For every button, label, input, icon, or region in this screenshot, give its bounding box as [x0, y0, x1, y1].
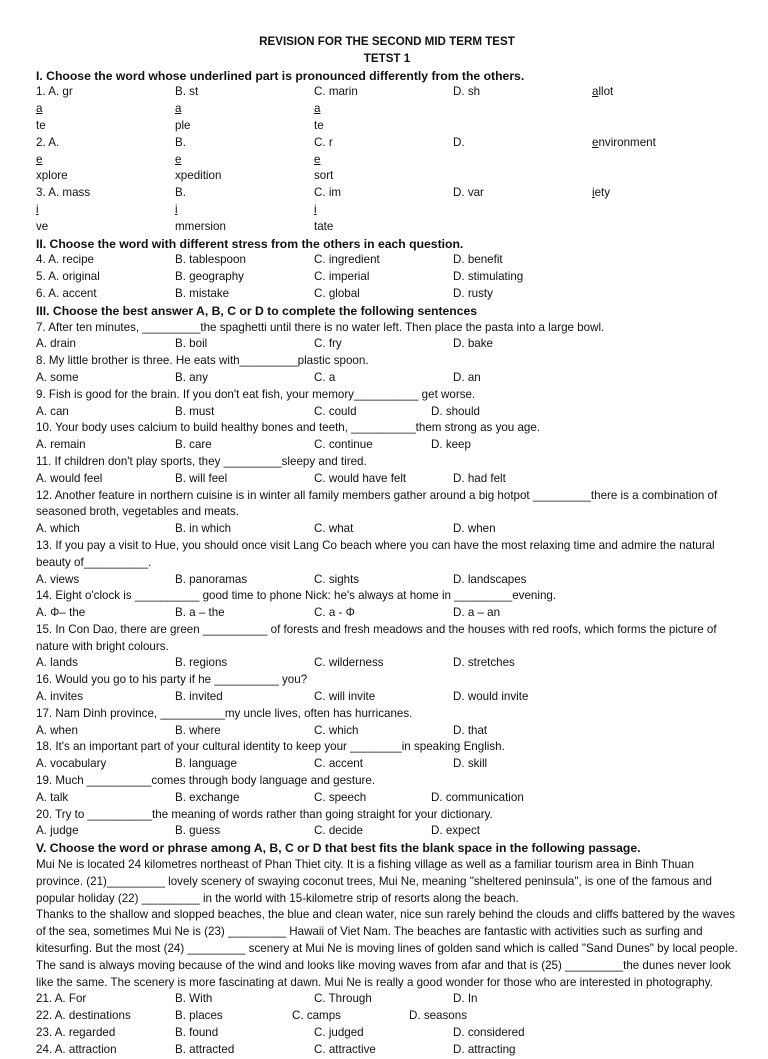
option-19a: A. talk [36, 790, 69, 804]
option-23d: D. considered [453, 1026, 525, 1040]
option-8d: D. an [453, 370, 481, 384]
option-6d: D. rusty [453, 286, 493, 300]
question-17: 17. Nam Dinh province, __________my uncle lives, often has hurricanes. [36, 706, 413, 720]
option-22c: C. camps [292, 1009, 341, 1023]
option-18c: C. accent [314, 757, 363, 771]
option-7d: D. bake [453, 337, 493, 351]
option-11a: A. would feel [36, 471, 103, 485]
options-9 [36, 404, 738, 421]
passage-paragraph-2: Thanks to the shallow and slopped beaches, the blue and clean water, nice sun rarely behind the clouds and cliffs battered by the waves of the sea, sometimes Mui Ne is (23) _________ Hawaii of Viet Nam. The beaches are fantastic with activities such as surfing and kitesurfing. But the most (24) _________ scenery at Mui Ne is moving lines of golden sand which is called "Sand Dunes" by local people. The sand is always moving because of the wind and looks like moving waves from afar and that is (25) _________the dunes never look like the same. The scenery is more fascinating at dawn. Mui Ne is really a good wonder for those who are interested in photography. [36, 908, 738, 989]
option-11d: D. had felt [453, 471, 506, 485]
options-19 [36, 790, 738, 807]
option-13c: C. sights [314, 572, 360, 586]
question-14: 14. Eight o'clock is __________ good time to phone Nick: he's always at home in _________evening. [36, 589, 557, 603]
option-2a: 2. A.explore [36, 135, 68, 183]
option-12a: A. which [36, 522, 80, 536]
option-18b: B. language [175, 757, 237, 771]
option-16d: D. would invite [453, 690, 529, 704]
option-6b: B. mistake [175, 286, 230, 300]
option-19c: C. speech [314, 790, 367, 804]
option-10d: D. keep [431, 438, 471, 452]
passage-paragraph-1: Mui Ne is located 24 kilometres northeast of Phan Thiet city. It is a fishing village as well as a familiar tourism area in Binh Thuan province. (21)_________ lovely scenery of swaying coconut trees, Mui Ne, meaning "sheltered peninsula", is one of the famous and popular holiday (22) _________ in the world with 15-kilometre strip of resorts along the beach. [36, 858, 712, 905]
option-12b: B. in which [175, 522, 232, 536]
option-24c: C. attractive [314, 1042, 376, 1056]
option-4c: C. ingredient [314, 253, 380, 267]
question-row-5 [36, 269, 738, 286]
option-9a: A. can [36, 404, 69, 418]
option-9b: B. must [175, 404, 215, 418]
option-4d: D. benefit [453, 253, 503, 267]
option-21c: C. Through [314, 992, 372, 1006]
option-5c: C. imperial [314, 270, 370, 284]
option-14b: B. a – the [175, 606, 225, 620]
option-21a: 21. A. For [36, 992, 87, 1006]
question-10: 10. Your body uses calcium to build healthy bones and teeth, __________them strong as you age. [36, 421, 541, 435]
option-5b: B. geography [175, 270, 244, 284]
options-18 [36, 756, 738, 773]
options-17 [36, 723, 738, 740]
option-17b: B. where [175, 723, 221, 737]
option-13a: A. views [36, 572, 80, 586]
option-11c: C. would have felt [314, 471, 407, 485]
option-1c: C. marinate [314, 85, 358, 132]
options-15 [36, 655, 738, 672]
question-row-3 [36, 185, 738, 235]
question-18: 18. It's an important part of your cultural identity to keep your ________in speaking English. [36, 740, 505, 754]
option-15d: D. stretches [453, 656, 515, 670]
question-11: 11. If children don't play sports, they _________sleepy and tired. [36, 454, 367, 468]
option-14d: D. a – an [453, 606, 501, 620]
option-4b: B. tablespoon [175, 253, 246, 267]
question-15: 15. In Con Dao, there are green __________ of forests and fresh meadows and the houses with red roofs, which forms the picture of nature with bright colours. [36, 622, 717, 653]
options-8 [36, 370, 738, 387]
question-row-1 [36, 84, 738, 134]
section-heading-passage: V. Choose the word or phrase among A, B, C or D that best fits the blank space in the following passage. [36, 841, 641, 856]
option-15a: A. lands [36, 656, 78, 670]
option-16c: C. will invite [314, 690, 376, 704]
option-12d: D. when [453, 522, 496, 536]
option-22b: B. places [175, 1009, 223, 1023]
option-24a: 24. A. attraction [36, 1042, 117, 1056]
options-22 [36, 1008, 738, 1025]
option-2b: B.expedition [175, 135, 222, 183]
option-8a: A. some [36, 370, 79, 384]
option-1a: 1. A. grate [36, 85, 73, 132]
section-heading-pronunciation: I. Choose the word whose underlined part is pronounced differently from the others. [36, 68, 525, 83]
option-10b: B. care [175, 438, 212, 452]
option-14c: C. a - Φ [314, 606, 355, 620]
option-23b: B. found [175, 1026, 219, 1040]
option-24d: D. attracting [453, 1042, 516, 1056]
option-7a: A. drain [36, 337, 76, 351]
question-13: 13. If you pay a visit to Hue, you should once visit Lang Co beach where you can have the most relaxing time and admire the natural beauty of__________. [36, 538, 715, 569]
options-10 [36, 437, 738, 454]
question-row-2 [36, 135, 738, 185]
question-row-4 [36, 252, 738, 269]
option-9c: C. could [314, 404, 357, 418]
option-21d: D. In [453, 992, 478, 1006]
option-15b: B. regions [175, 656, 228, 670]
options-13 [36, 572, 738, 589]
option-10a: A. remain [36, 438, 86, 452]
question-8: 8. My little brother is three. He eats with_________plastic spoon. [36, 354, 369, 368]
option-19b: B. exchange [175, 790, 240, 804]
option-15c: C. wilderness [314, 656, 384, 670]
option-23a: 23. A. regarded [36, 1026, 116, 1040]
option-11b: B. will feel [175, 471, 228, 485]
option-6a: 6. A. accent [36, 286, 97, 300]
question-7: 7. After ten minutes, _________the spaghetti until there is no water left. Then place the pasta into a large bowl. [36, 320, 605, 334]
option-20d: D. expect [431, 824, 480, 838]
option-8b: B. any [175, 370, 208, 384]
option-16b: B. invited [175, 690, 223, 704]
option-9d: D. should [431, 404, 480, 418]
option-22d: D. seasons [409, 1009, 467, 1023]
option-4a: 4. A. recipe [36, 253, 95, 267]
document-title: REVISION FOR THE SECOND MID TERM TEST [259, 35, 515, 48]
option-20b: B. guess [175, 824, 221, 838]
option-12c: C. what [314, 522, 354, 536]
option-20c: C. decide [314, 824, 363, 838]
option-17c: C. which [314, 723, 359, 737]
option-1b: B. staple [175, 85, 199, 132]
options-14 [36, 605, 738, 622]
option-3b: B.immersion [175, 186, 226, 233]
option-21b: B. With [175, 992, 213, 1006]
option-3d: D. var iety [453, 186, 611, 200]
question-16: 16. Would you go to his party if he __________ you? [36, 673, 308, 687]
options-11 [36, 471, 738, 488]
options-24 [36, 1042, 738, 1059]
question-9: 9. Fish is good for the brain. If you don't eat fish, your memory__________ get worse. [36, 387, 476, 401]
section-heading-best-answer: III. Choose the best answer A, B, C or D to complete the following sentences [36, 303, 478, 318]
option-23c: C. judged [314, 1026, 364, 1040]
option-17d: D. that [453, 723, 488, 737]
option-2d: D. environment [453, 135, 656, 149]
option-22a: 22. A. destinations [36, 1009, 131, 1023]
options-12 [36, 521, 738, 538]
question-19: 19. Much __________comes through body language and gesture. [36, 774, 376, 788]
section-heading-stress: II. Choose the word with different stress from the others in each question. [36, 236, 464, 251]
option-13d: D. landscapes [453, 572, 527, 586]
option-6c: C. global [314, 286, 360, 300]
option-3c: C. imitate [314, 186, 342, 233]
option-7b: B. boil [175, 337, 208, 351]
document-subtitle: TETST 1 [363, 51, 411, 65]
option-10c: C. continue [314, 438, 373, 452]
option-3a: 3. A. massive [36, 186, 91, 233]
option-19d: D. communication [431, 790, 524, 804]
option-17a: A. when [36, 723, 78, 737]
question-12: 12. Another feature in northern cuisine is in winter all family members gather around a big hotpot _________there is a combination of seasoned broth, vegetables and meats. [36, 488, 718, 519]
option-20a: A. judge [36, 824, 79, 838]
options-7 [36, 336, 738, 353]
question-row-6 [36, 286, 738, 303]
options-21 [36, 991, 738, 1008]
option-8c: C. a [314, 370, 336, 384]
option-7c: C. fry [314, 337, 342, 351]
option-2c: C. resort [314, 135, 334, 183]
options-16 [36, 689, 738, 706]
option-1d: D. sh allot [453, 85, 614, 99]
option-24b: B. attracted [175, 1042, 235, 1056]
option-18a: A. vocabulary [36, 757, 107, 771]
option-5a: 5. A. original [36, 270, 100, 284]
options-20 [36, 823, 738, 840]
option-13b: B. panoramas [175, 572, 248, 586]
option-16a: A. invites [36, 690, 84, 704]
options-23 [36, 1025, 738, 1042]
option-18d: D. skill [453, 757, 488, 771]
option-14a: A. Φ– the [36, 606, 86, 620]
option-5d: D. stimulating [453, 270, 524, 284]
question-20: 20. Try to __________the meaning of words rather than going straight for your dictionary. [36, 807, 493, 821]
